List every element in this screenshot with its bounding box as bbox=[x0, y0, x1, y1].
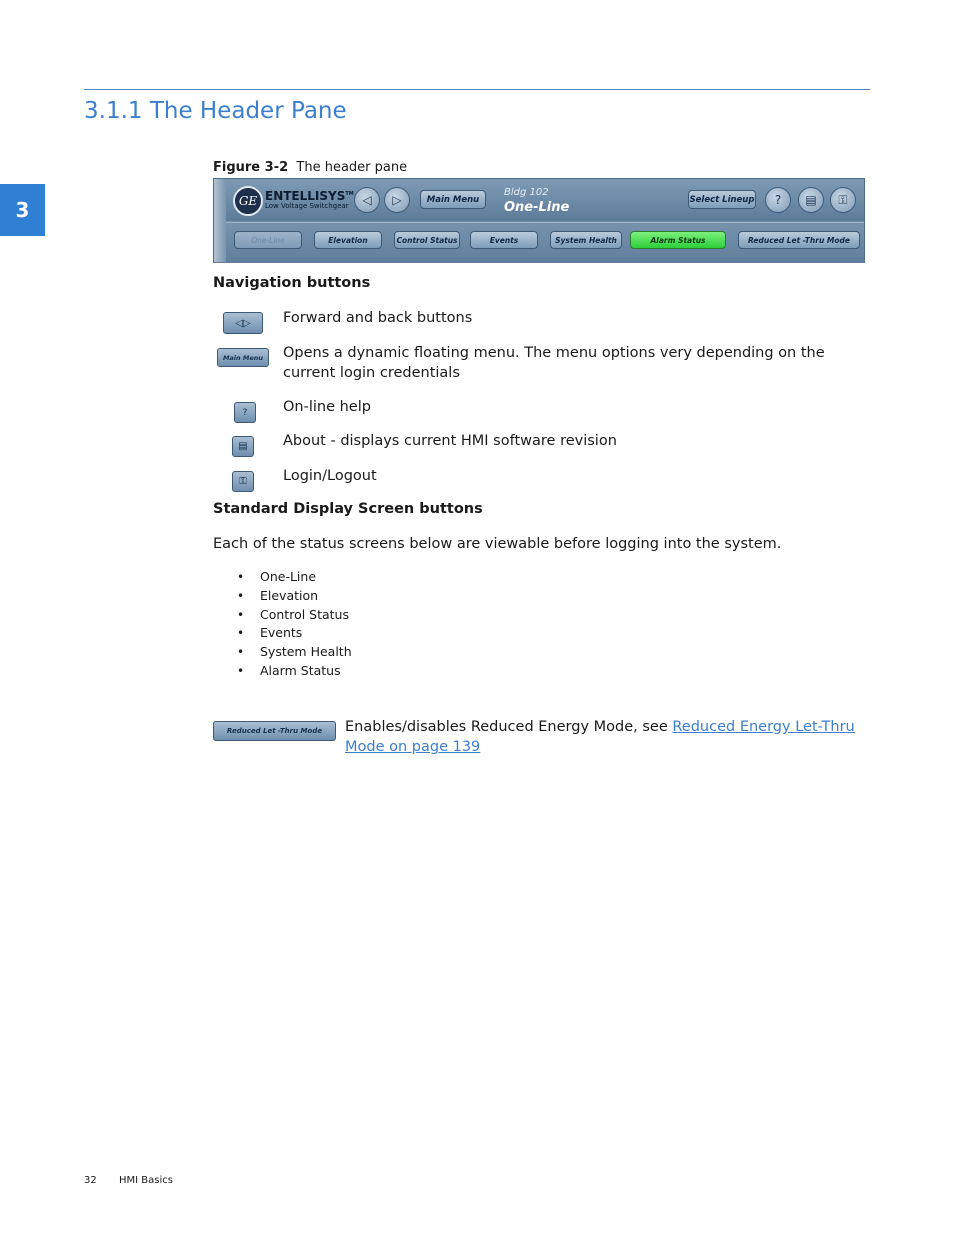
list-item: Alarm Status bbox=[260, 663, 341, 678]
brand-name-text: ENTELLISYS bbox=[265, 189, 346, 203]
figure-caption-text: The header pane bbox=[296, 160, 408, 175]
brand-name bbox=[265, 189, 354, 203]
help-icon: ? bbox=[234, 402, 256, 423]
list-item: Control Status bbox=[260, 607, 349, 622]
main-menu-button[interactable]: Main Menu bbox=[420, 190, 486, 209]
section-title: 3.1.1 The Header Pane bbox=[84, 98, 347, 124]
forward-mini-icon: ▷ bbox=[243, 317, 251, 329]
list-item: Events bbox=[260, 625, 303, 640]
building-label: Bldg 102 bbox=[504, 187, 549, 198]
back-mini-icon: ◁ bbox=[235, 317, 243, 329]
screen-title: One-Line bbox=[504, 200, 570, 215]
brand-subtitle: Low Voltage Switchgear bbox=[265, 202, 349, 210]
figure-label: Figure 3-2 bbox=[213, 160, 289, 175]
forward-arrow-icon: ▷ bbox=[392, 193, 402, 207]
nav-item-text: Forward and back buttons bbox=[283, 310, 473, 326]
about-icon: ▤ bbox=[232, 436, 254, 457]
back-arrow-icon: ◁ bbox=[362, 193, 372, 207]
select-lineup-button[interactable]: Select Lineup bbox=[688, 190, 756, 209]
list-item: One-Line bbox=[260, 569, 317, 584]
nav-item-text: About - displays current HMI software revision bbox=[283, 433, 617, 449]
list-item: Elevation bbox=[260, 588, 319, 603]
tab-system-health[interactable]: System Health bbox=[550, 231, 622, 249]
back-button[interactable] bbox=[354, 187, 380, 213]
header-pane-figure bbox=[213, 178, 865, 263]
login-button[interactable] bbox=[830, 187, 856, 213]
main-menu-button-icon: Main Menu bbox=[217, 348, 269, 367]
about-icon: ▤ bbox=[805, 193, 817, 207]
reduced-let-thru-button-icon: Reduced Let -Thru Mode bbox=[213, 721, 336, 741]
tab-elevation[interactable]: Elevation bbox=[314, 231, 382, 249]
login-icon: ⚿ bbox=[232, 471, 254, 492]
std-heading: Standard Display Screen buttons bbox=[213, 501, 483, 517]
reduced-energy-link[interactable]: Reduced Energy Let-Thru Mode on page 139 bbox=[345, 719, 855, 755]
footer-section: HMI Basics bbox=[119, 1175, 173, 1186]
std-intro: Each of the status screens below are viewable before logging into the system. bbox=[213, 536, 782, 552]
page-number: 32 bbox=[84, 1175, 97, 1186]
bullet: • bbox=[237, 664, 245, 678]
chapter-tab: 3 bbox=[0, 184, 45, 236]
login-icon: ⚿ bbox=[838, 192, 848, 207]
nav-item-text: Login/Logout bbox=[283, 468, 377, 484]
nav-heading: Navigation buttons bbox=[213, 275, 371, 291]
nav-item-text: Opens a dynamic floating menu. The menu options very depending on the current login credentials bbox=[283, 345, 825, 381]
top-rule bbox=[84, 89, 870, 90]
bullet: • bbox=[237, 645, 245, 659]
list-item: System Health bbox=[260, 644, 352, 659]
reduced-let-thru-button[interactable]: Reduced Let -Thru Mode bbox=[738, 231, 860, 249]
reduced-description bbox=[345, 717, 870, 757]
ge-logo: GE bbox=[233, 186, 263, 216]
bullet: • bbox=[237, 608, 245, 622]
help-icon: ? bbox=[774, 193, 782, 207]
back-forward-icon bbox=[223, 312, 263, 334]
figure-caption bbox=[213, 160, 407, 175]
bullet: • bbox=[237, 626, 245, 640]
header-pane-edge bbox=[214, 179, 226, 262]
brand-tm: TM bbox=[345, 191, 354, 197]
help-button[interactable] bbox=[765, 187, 791, 213]
tab-control-status[interactable]: Control Status bbox=[394, 231, 460, 249]
tab-alarm-status[interactable]: Alarm Status bbox=[630, 231, 726, 249]
reduced-text: Enables/disables Reduced Energy Mode, see bbox=[345, 719, 673, 735]
nav-item-text: On-line help bbox=[283, 399, 371, 415]
tab-one-line[interactable]: One-Line bbox=[234, 231, 302, 249]
bullet: • bbox=[237, 589, 245, 603]
about-button[interactable] bbox=[798, 187, 824, 213]
bullet: • bbox=[237, 570, 245, 584]
tab-events[interactable]: Events bbox=[470, 231, 538, 249]
forward-button[interactable] bbox=[384, 187, 410, 213]
